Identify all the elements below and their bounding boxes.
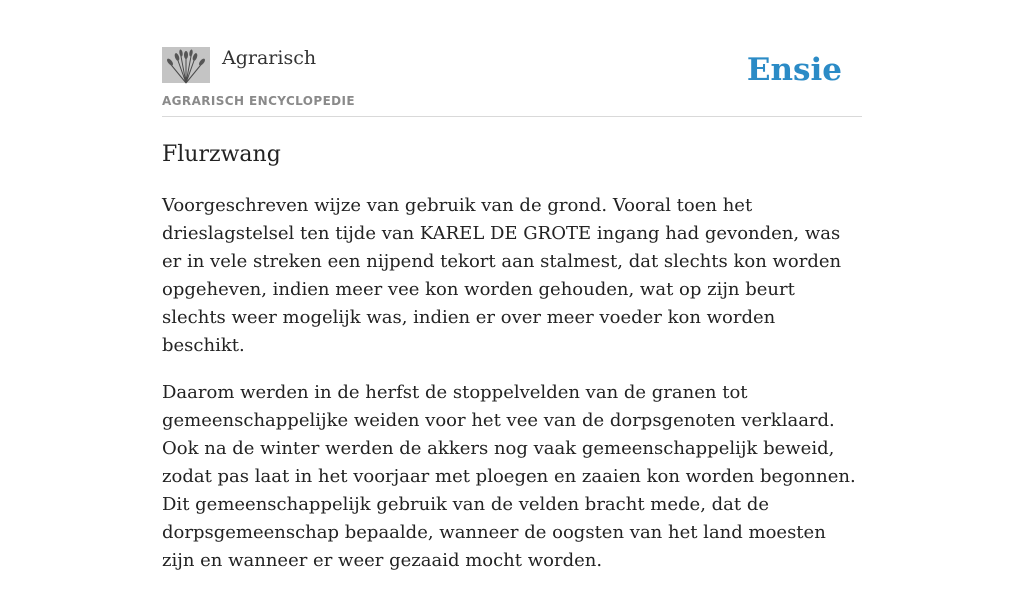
article-paragraph: Daarom werden in de herfst de stoppelvelden van de granen tot gemeenschappelijke weiden voor het vee van de dorpsgenoten verklaard. Ook na de winter werden de akkers nog vaak gemeenschappelijk beweid, zodat pas laat in het voorjaar met ploegen en zaaien kon worden begonnen. Dit gemeenschappelijk gebruik van de velden bracht mede, dat de dorpsgemeenschap bepaalde, wanneer de oogsten van het land moesten zijn en wanneer er weer gezaaid mocht worden. xyxy=(162,382,856,571)
site-subtitle[interactable]: AGRARISCH ENCYCLOPEDIE xyxy=(162,94,355,108)
site-name[interactable]: Agrarisch xyxy=(222,47,317,69)
article-body xyxy=(162,192,862,594)
wheat-icon[interactable] xyxy=(162,47,210,83)
site-header xyxy=(162,44,862,117)
brand-logo[interactable]: Ensie xyxy=(746,52,842,88)
article-paragraph: Voorgeschreven wijze van gebruik van de grond. Vooral toen het drieslagstelsel ten tijde van KAREL DE GROTE ingang had gevonden, was er in vele streken een nijpend tekort aan stalmest, dat slechts kon worden opgeheven, indien meer vee kon worden gehouden, wat op zijn beurt slechts weer mogelijk was, indien er over meer voeder kon worden beschikt. xyxy=(162,195,842,356)
page-title: Flurzwang xyxy=(162,142,281,167)
